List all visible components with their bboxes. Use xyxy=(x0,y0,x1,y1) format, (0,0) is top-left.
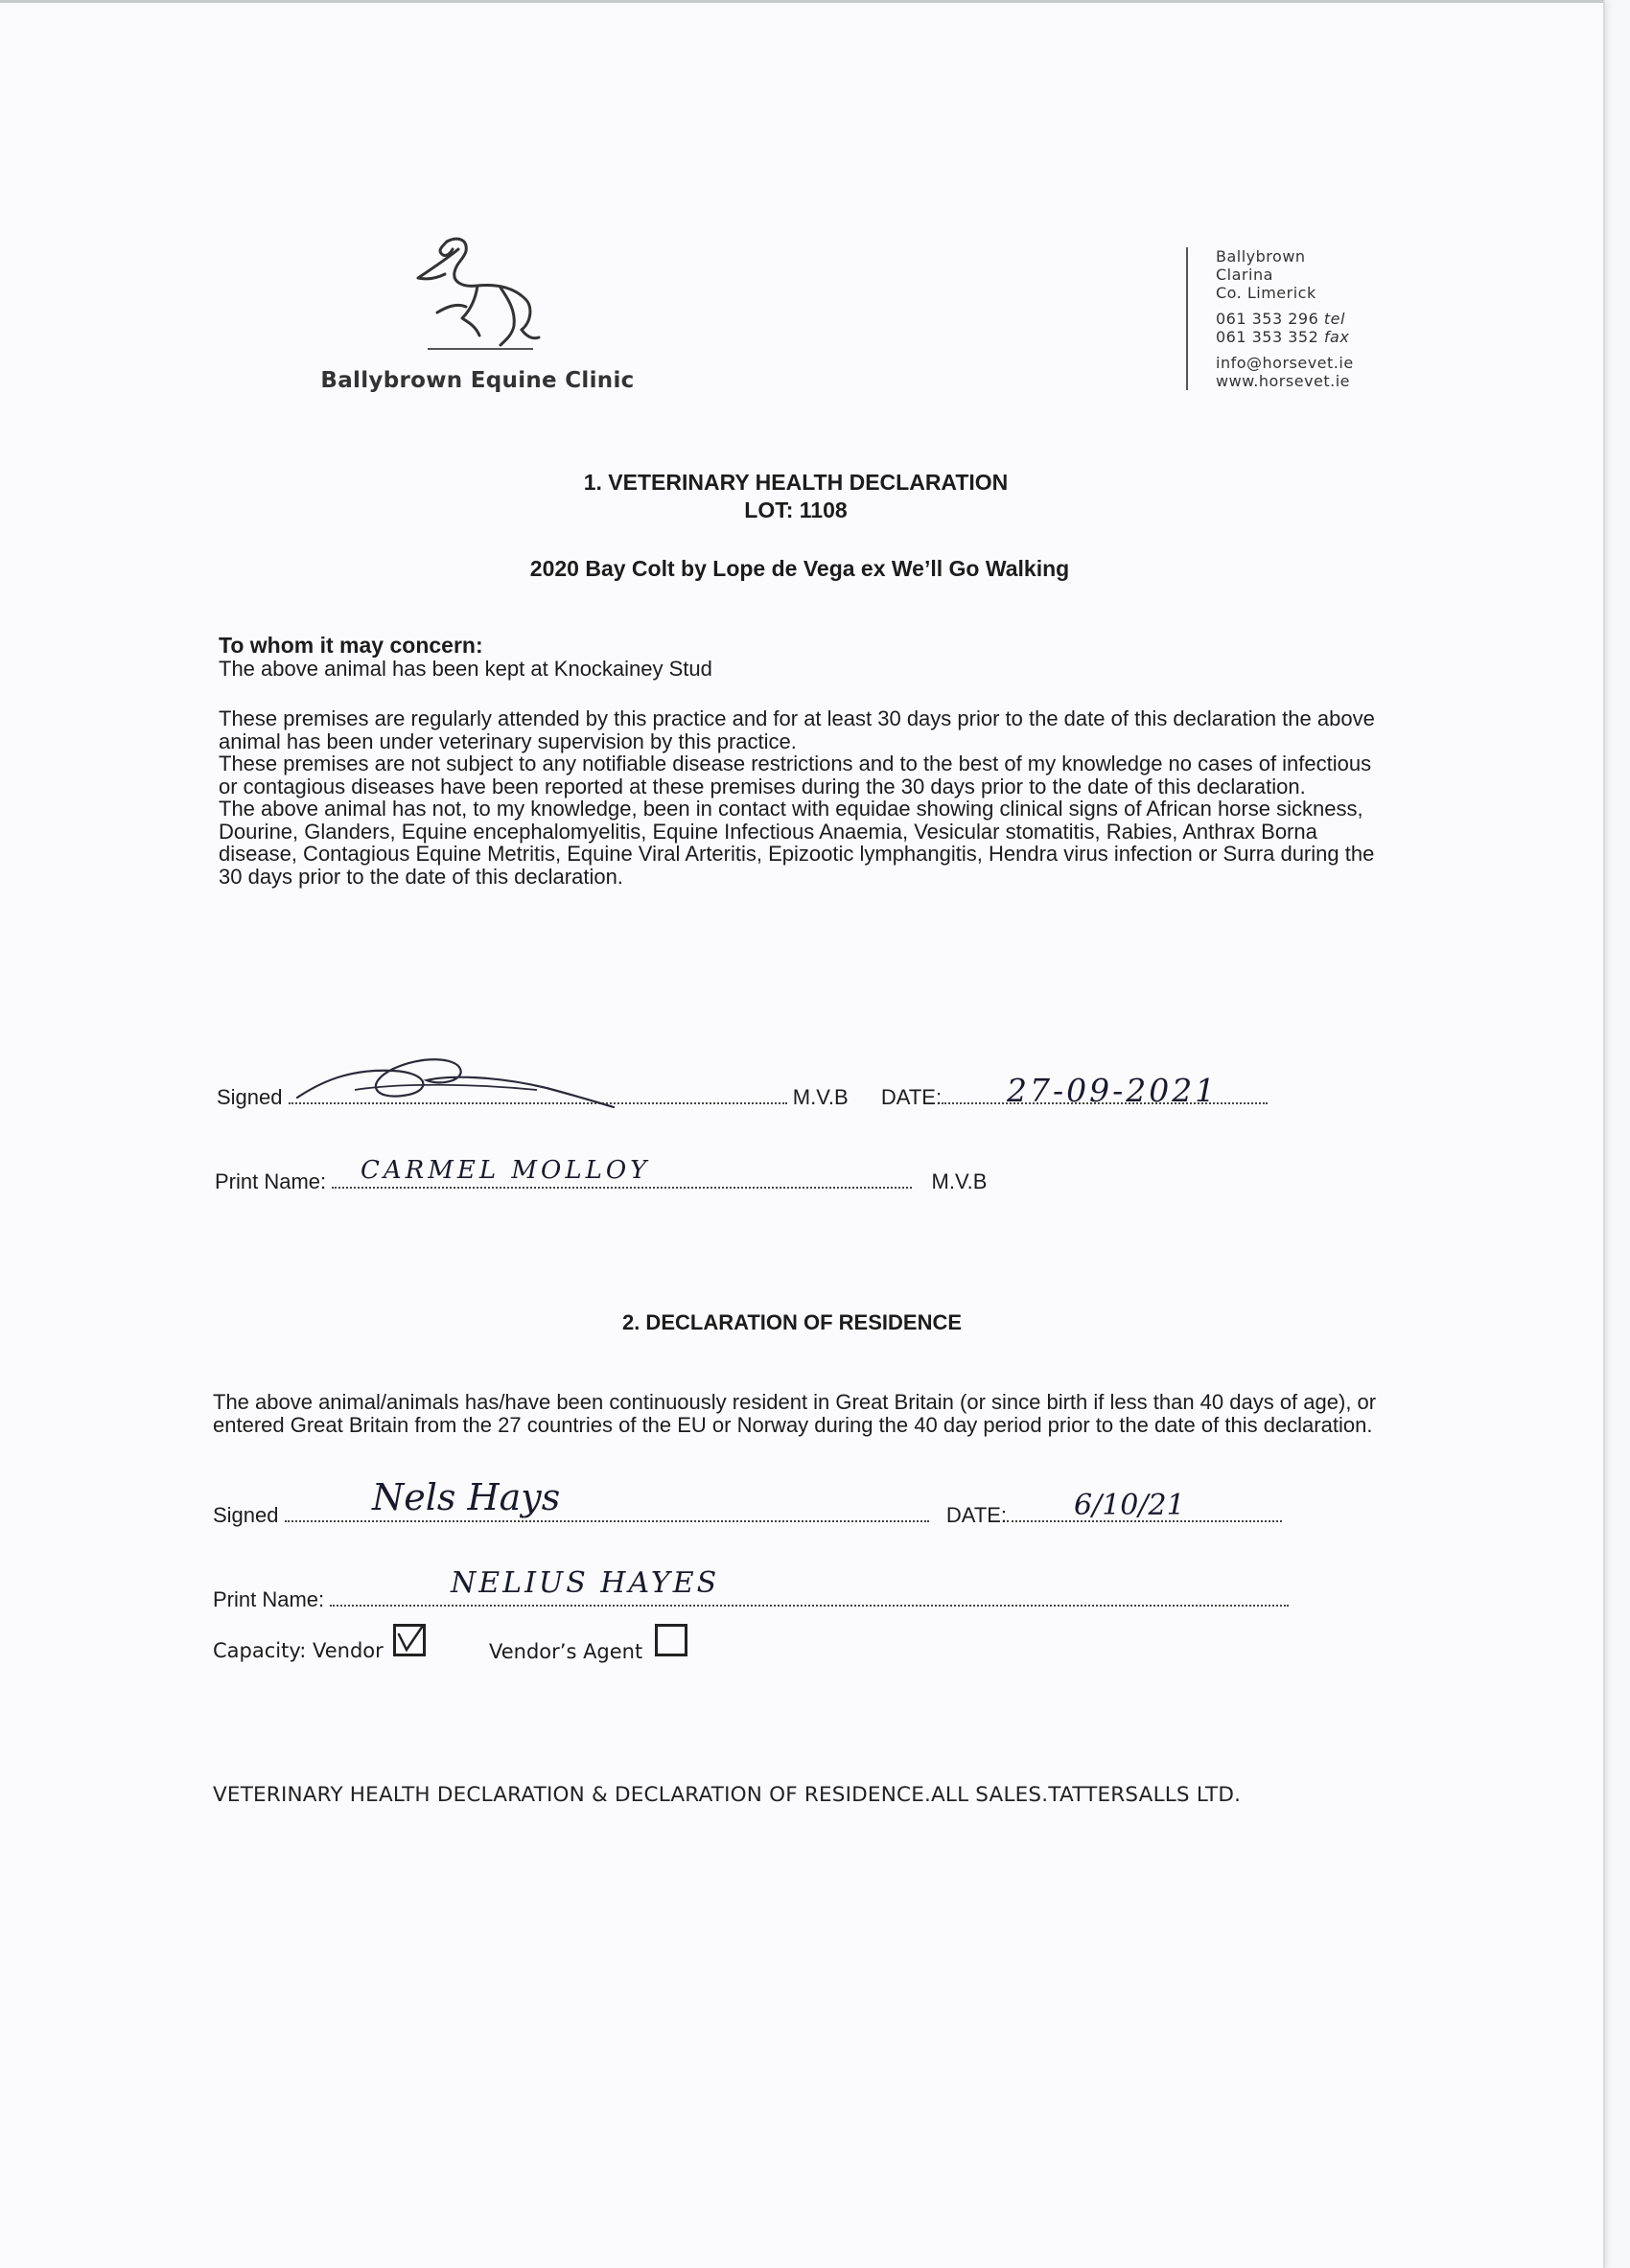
mvb-label-2: M.V.B xyxy=(931,1169,988,1193)
fax-line: 061 353 352 fax xyxy=(1216,328,1350,346)
capacity-vendor-label: Capacity: Vendor xyxy=(213,1639,384,1662)
section1-body xyxy=(219,635,1384,888)
checkmark-icon xyxy=(396,1627,423,1654)
paragraph-supervision: These premises are regularly attended by this practice and for at least 30 days prior to the date of this declaration the above animal has been under veterinary supervision by this practice. xyxy=(219,706,1375,753)
date-label: DATE: xyxy=(880,1085,943,1109)
vendors-agent-label: Vendor’s Agent xyxy=(489,1640,643,1663)
lot-number: LOT: 1108 xyxy=(744,498,848,522)
vendor-signature-value: Nels Hays xyxy=(372,1476,561,1518)
paragraph-restrictions: These premises are not subject to any notifiable disease restrictions and to the best of my knowledge no cases of infectious or contagious diseases have been reported at these premises during the 30 days prior to the date of this declaration. xyxy=(219,752,1372,798)
vendor-print-name-value: NELIUS HAYES xyxy=(451,1566,720,1600)
salutation: To whom it may concern: xyxy=(219,633,483,658)
vendors-agent-checkbox[interactable] xyxy=(655,1624,687,1656)
signed-label-2: Signed xyxy=(213,1503,279,1527)
vendor-print-name-row xyxy=(213,1585,1289,1612)
footer-text: VETERINARY HEALTH DECLARATION & DECLARATION OF RESIDENCE.ALL SALES.TATTERSALLS LTD. xyxy=(213,1783,1242,1807)
date-label-2: DATE: xyxy=(945,1503,1008,1527)
phone-line: 061 353 296 tel xyxy=(1216,310,1345,328)
horse-description: 2020 Bay Colt by Lope de Vega ex We’ll Go Walking xyxy=(529,556,1070,581)
signed-label: Signed xyxy=(217,1085,283,1109)
email-link[interactable]: info@horsevet.ie xyxy=(1216,354,1354,372)
address-line-3: Co. Limerick xyxy=(1216,284,1316,302)
vendor-date-value: 6/10/21 xyxy=(1074,1489,1185,1522)
vet-print-name-value: CARMEL MOLLOY xyxy=(361,1156,651,1185)
clinic-name: Ballybrown Equine Clinic xyxy=(320,368,635,393)
horse-logo-icon xyxy=(408,230,552,355)
section1-title: 1. VETERINARY HEALTH DECLARATION xyxy=(583,470,1009,495)
page-edge xyxy=(0,0,1603,3)
kept-at-text: The above animal has been kept at Knockainey Stud xyxy=(219,656,712,681)
vet-signature-scribble xyxy=(288,1040,623,1117)
address-line-2: Clarina xyxy=(1216,266,1273,284)
vendor-checkbox[interactable] xyxy=(393,1624,426,1656)
section2-title: 2. DECLARATION OF RESIDENCE xyxy=(621,1310,963,1334)
paragraph-diseases: The above animal has not, to my knowledge, been in contact with equidae showing clinical signs of African horse sickness, Dourine, Glanders, Equine encephalomyelitis, Equine Infectious Anaemia, Vesicular stomatitis, Rabies, Anthrax Borna disease, Contagious Equine Metritis, Equine Viral Arteritis, Epizootic lymphangitis, Hendra virus infection or Surra during the 30 days prior to the date of this declaration. xyxy=(219,797,1375,889)
website-link[interactable]: www.horsevet.ie xyxy=(1216,372,1351,390)
vet-date-value: 27-09-2021 xyxy=(1007,1072,1219,1109)
print-name-label: Print Name: xyxy=(215,1169,327,1193)
contact-block xyxy=(1186,247,1354,390)
residence-paragraph: The above animal/animals has/have been continuously resident in Great Britain (or since birth if less than 40 days of age), or entered Great Britain from the 27 countries of the EU or Norway during the 40 day period prior to the date of this declaration. xyxy=(213,1390,1377,1437)
mvb-label: M.V.B xyxy=(792,1085,849,1109)
print-name-label-2: Print Name: xyxy=(213,1587,325,1611)
section2-body xyxy=(213,1391,1383,1436)
address-line-1: Ballybrown xyxy=(1216,247,1306,266)
